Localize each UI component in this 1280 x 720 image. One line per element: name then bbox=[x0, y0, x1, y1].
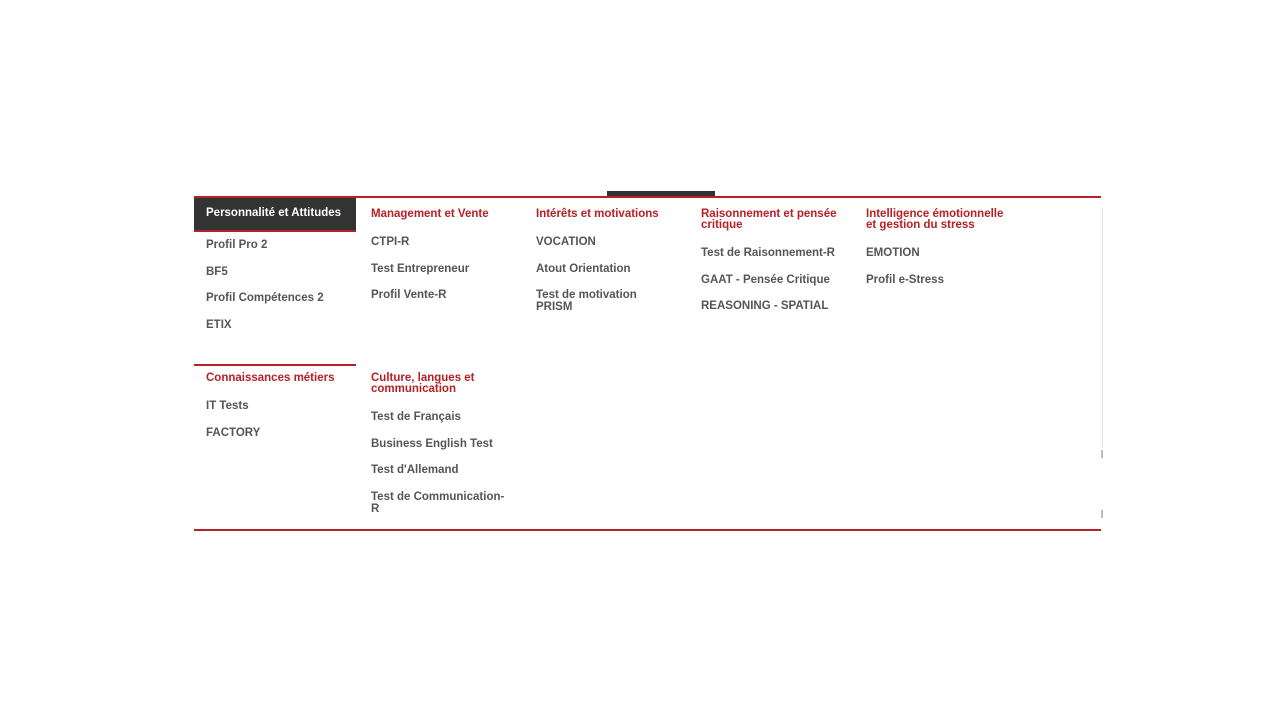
menu-item-atout-orientation[interactable]: Atout Orientation bbox=[536, 262, 631, 275]
menu-item-bf5[interactable]: BF5 bbox=[206, 265, 228, 278]
menu-column-culture bbox=[359, 366, 521, 518]
menu-item-factory[interactable]: FACTORY bbox=[206, 426, 261, 439]
menu-item-test-raisonnement-r[interactable]: Test de Raisonnement-R bbox=[701, 247, 835, 259]
menu-item-it-tests[interactable]: IT Tests bbox=[206, 400, 249, 412]
menu-item-emotion[interactable]: EMOTION bbox=[866, 247, 920, 259]
menu-edge-tick bbox=[1101, 510, 1103, 518]
menu-item-list bbox=[359, 236, 521, 316]
menu-column-management bbox=[359, 198, 521, 316]
menu-item-gaat-pensee-critique[interactable]: GAAT - Pensée Critique bbox=[701, 273, 830, 286]
menu-right-edge bbox=[1102, 208, 1103, 448]
menu-item-business-english-test[interactable]: Business English Test bbox=[371, 437, 493, 450]
menu-item-test-allemand[interactable]: Test d'Allemand bbox=[371, 464, 459, 477]
menu-item-vocation[interactable]: VOCATION bbox=[536, 236, 596, 248]
mega-menu-dropdown bbox=[194, 196, 1101, 531]
menu-category-intelligence[interactable]: Intelligence émotionnelle et gestion du stress bbox=[866, 208, 1004, 231]
menu-column-raisonnement bbox=[689, 198, 851, 327]
menu-category-management[interactable]: Management et Vente bbox=[371, 208, 489, 220]
menu-column-connaissances bbox=[194, 364, 356, 453]
menu-item-list bbox=[194, 400, 356, 453]
menu-item-reasoning-spatial[interactable]: REASONING - SPATIAL bbox=[701, 300, 829, 313]
menu-category-raisonnement[interactable]: Raisonnement et pensée critique bbox=[701, 208, 837, 231]
menu-column-interets bbox=[524, 198, 686, 316]
menu-item-profil-e-stress[interactable]: Profil e-Stress bbox=[866, 273, 944, 286]
menu-category-personnalite[interactable]: Personnalité et Attitudes bbox=[194, 198, 356, 232]
menu-item-test-communication-r[interactable]: Test de Communication-R bbox=[371, 491, 505, 516]
menu-column-intelligence bbox=[854, 198, 1024, 300]
menu-item-list bbox=[524, 236, 686, 316]
menu-item-profil-vente-r[interactable]: Profil Vente-R bbox=[371, 289, 447, 302]
menu-category-connaissances[interactable]: Connaissances métiers bbox=[206, 372, 335, 384]
menu-item-profil-pro-2[interactable]: Profil Pro 2 bbox=[206, 239, 268, 251]
menu-item-test-motivation-prism[interactable]: Test de motivation PRISM bbox=[536, 289, 637, 314]
menu-item-list bbox=[359, 411, 521, 518]
menu-column-personnalite bbox=[194, 198, 356, 346]
menu-item-list bbox=[854, 247, 1024, 300]
menu-item-ctpi-r[interactable]: CTPI-R bbox=[371, 236, 410, 248]
menu-edge-tick bbox=[1101, 450, 1103, 458]
menu-item-list bbox=[194, 239, 356, 346]
menu-item-profil-competences-2[interactable]: Profil Compétences 2 bbox=[206, 292, 324, 305]
menu-category-interets[interactable]: Intérêts et motivations bbox=[536, 208, 659, 220]
menu-item-test-francais[interactable]: Test de Français bbox=[371, 411, 461, 423]
menu-category-culture[interactable]: Culture, langues et communication bbox=[371, 372, 475, 395]
menu-item-etix[interactable]: ETIX bbox=[206, 319, 232, 332]
menu-item-test-entrepreneur[interactable]: Test Entrepreneur bbox=[371, 262, 470, 275]
menu-item-list bbox=[689, 247, 851, 327]
